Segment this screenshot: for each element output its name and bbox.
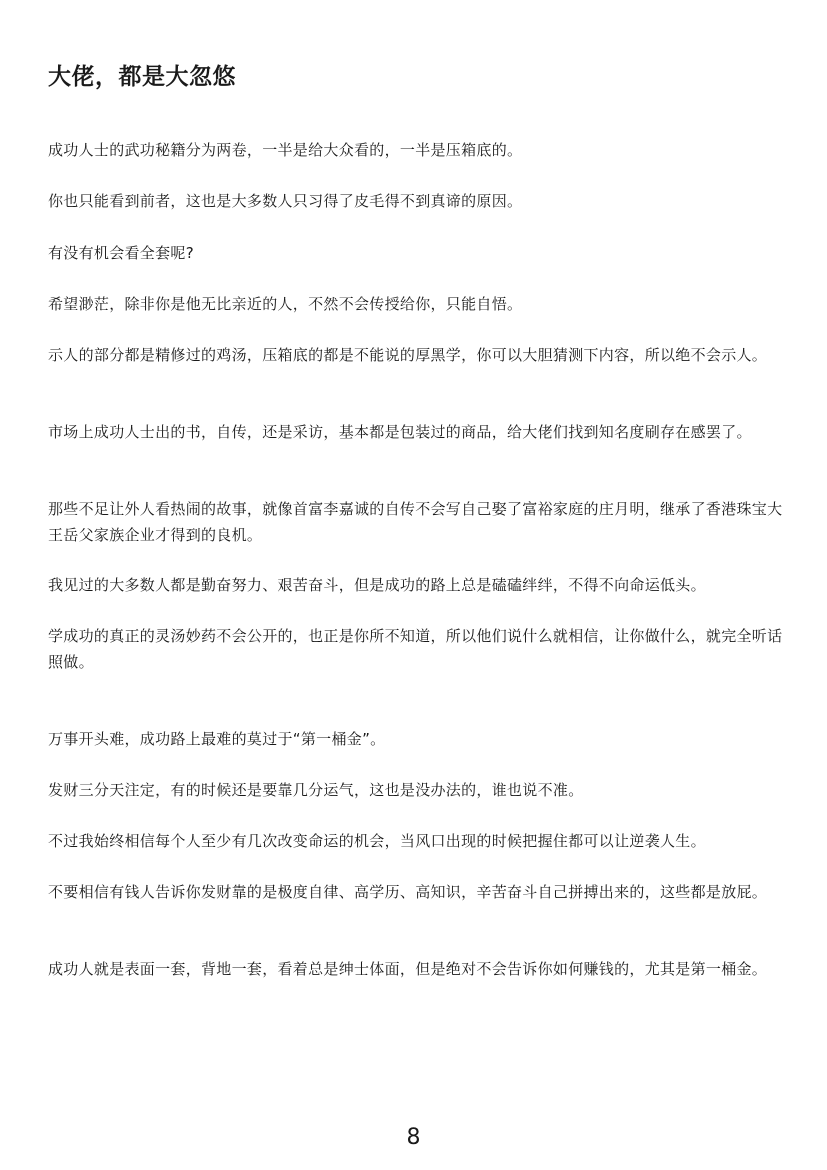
- paragraph: 希望渺茫，除非你是他无比亲近的人，不然不会传授给你，只能自悟。: [48, 295, 523, 313]
- paragraph: 成功人士的武功秘籍分为两卷，一半是给大众看的，一半是压箱底的。: [48, 141, 523, 159]
- paragraph: 我见过的大多数人都是勤奋努力、艰苦奋斗，但是成功的路上总是磕磕绊绊，不得不向命运低头。: [48, 576, 706, 594]
- paragraph: 发财三分天注定，有的时候还是要靠几分运气，这也是没办法的，谁也说不准。: [48, 781, 584, 799]
- paragraph: 成功人就是表面一套，背地一套，看着总是绅士体面，但是绝对不会告诉你如何赚钱的，尤其是第一桶金。: [48, 960, 768, 978]
- paragraph: 不过我始终相信每个人至少有几次改变命运的机会，当风口出现的时候把握住都可以让逆袭人生。: [48, 832, 706, 850]
- page-title: 大佬，都是大忽悠: [48, 64, 236, 90]
- paragraph: 学成功的真正的灵汤妙药不会公开的，也正是你所不知道，所以他们说什么就相信，让你做什么，就完全听话照做。: [48, 627, 783, 671]
- paragraph: 你也只能看到前者，这也是大多数人只习得了皮毛得不到真谛的原因。: [48, 192, 523, 210]
- paragraph: 市场上成功人士出的书，自传，还是采访，基本都是包装过的商品，给大佬们找到知名度刷存在感罢了。: [48, 423, 752, 441]
- paragraph: 有没有机会看全套呢?: [48, 244, 194, 262]
- paragraph: 不要相信有钱人告诉你发财靠的是极度自律、高学历、高知识，辛苦奋斗自己拼搏出来的，这些都是放屁。: [48, 883, 768, 901]
- paragraph: 那些不足让外人看热闹的故事，就像首富李嘉诚的自传不会写自己娶了富裕家庭的庄月明，继承了香港珠宝大王岳父家族企业才得到的良机。: [48, 500, 783, 544]
- paragraph: 万事开头难，成功路上最难的莫过于“第一桶金”。: [48, 730, 386, 748]
- page-number: 8: [406, 1125, 421, 1150]
- paragraph: 示人的部分都是精修过的鸡汤，压箱底的都是不能说的厚黑学，你可以大胆猜测下内容，所以绝不会示人。: [48, 346, 768, 364]
